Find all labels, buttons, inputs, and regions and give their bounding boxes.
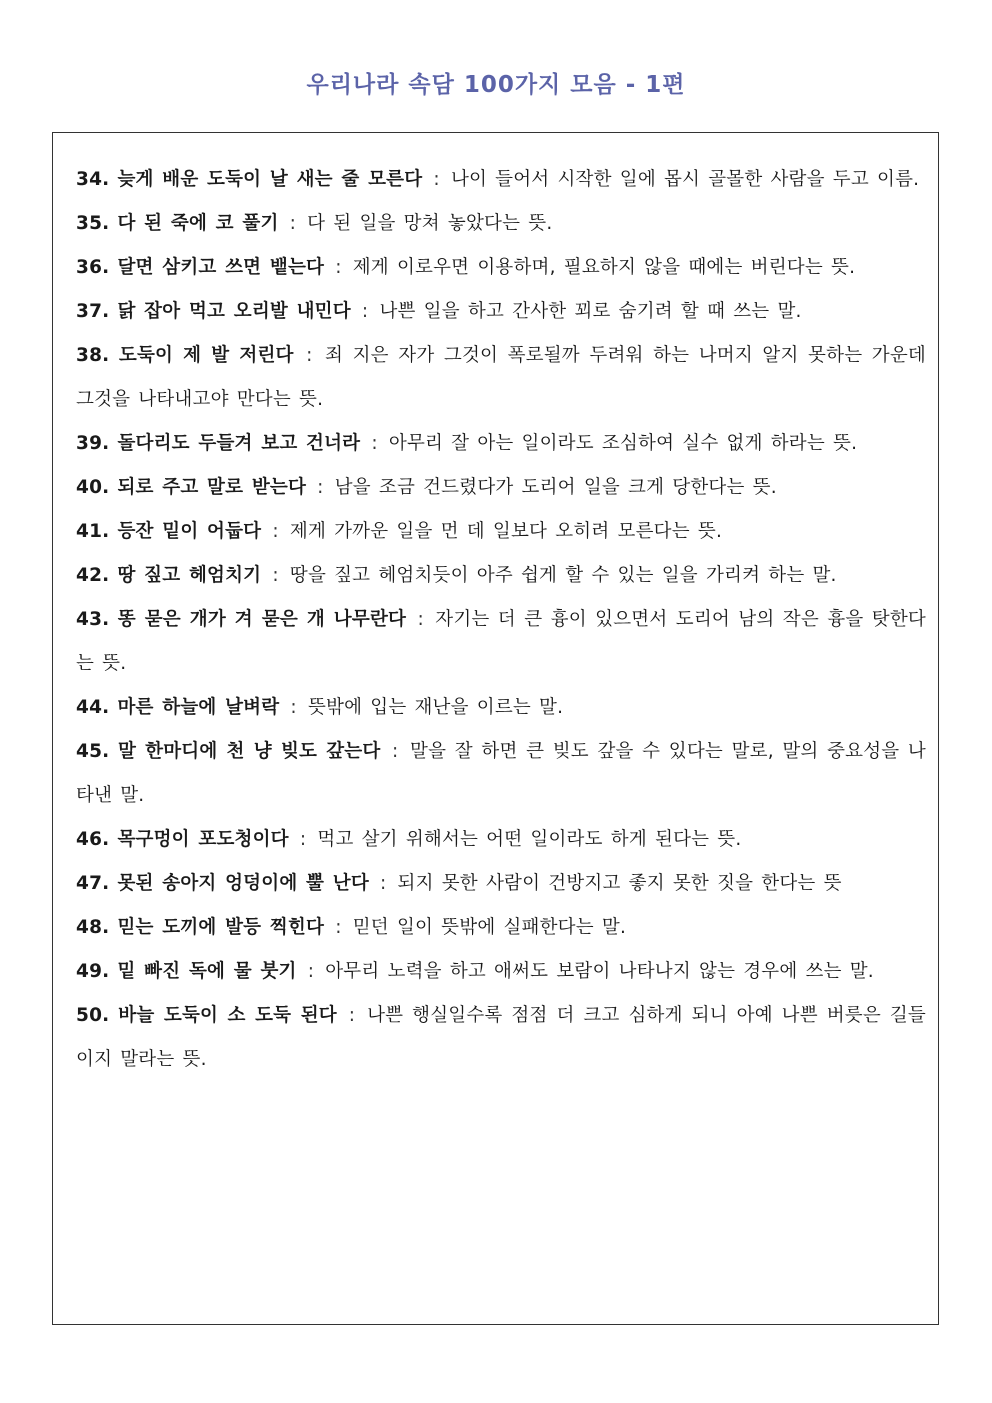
list-item: [76, 994, 926, 1082]
list-item: [76, 598, 926, 686]
proverb-number: 50.: [76, 1005, 110, 1026]
proverb-saying: 달면 삼키고 쓰면 뱉는다: [117, 257, 325, 278]
proverb-meaning: 땅을 짚고 헤엄치듯이 아주 쉽게 할 수 있는 일을 가리켜 하는 말.: [289, 565, 837, 586]
proverb-saying: 말 한마디에 천 냥 빚도 갚는다: [117, 741, 381, 762]
proverb-saying: 마른 하늘에 날벼락: [117, 697, 280, 718]
separator: :: [392, 741, 399, 762]
proverb-meaning: 믿던 일이 뜻밖에 실패한다는 말.: [352, 917, 627, 938]
proverb-number: 35.: [76, 213, 110, 234]
proverb-saying: 못된 송아지 엉덩이에 뿔 난다: [117, 873, 369, 894]
proverb-meaning: 아무리 잘 아는 일이라도 조심하여 실수 없게 하라는 뜻.: [388, 433, 858, 454]
proverb-saying: 땅 짚고 헤엄치기: [117, 565, 262, 586]
proverb-saying: 도둑이 제 발 저린다: [118, 345, 294, 366]
separator: :: [335, 257, 342, 278]
proverb-number: 48.: [76, 917, 110, 938]
proverb-meaning: 먹고 살기 위해서는 어떤 일이라도 하게 된다는 뜻.: [317, 829, 742, 850]
proverb-saying: 등잔 밑이 어둡다: [117, 521, 262, 542]
separator: :: [361, 301, 369, 322]
proverb-number: 39.: [76, 433, 110, 454]
list-item: [76, 906, 926, 950]
list-item: [76, 950, 926, 994]
proverb-saying: 믿는 도끼에 발등 찍힌다: [117, 917, 325, 938]
separator: :: [417, 609, 424, 630]
list-item: [76, 202, 926, 246]
proverb-meaning: 제게 가까운 일을 먼 데 일보다 오히려 모른다는 뜻.: [289, 521, 723, 542]
proverb-meaning: 나쁜 행실일수록 점점 더 크고 심하게 되니 아예 나쁜 버릇은 길들이지 말라는 뜻.: [76, 1005, 926, 1070]
list-item: [76, 466, 926, 510]
proverb-saying: 똥 묻은 개가 겨 묻은 개 나무란다: [117, 609, 407, 630]
proverb-saying: 늦게 배운 도둑이 날 새는 줄 모른다: [117, 169, 423, 190]
proverb-meaning: 죄 지은 자가 그것이 폭로될까 두려워 하는 나머지 알지 못하는 가운데 그것을 나타내고야 만다는 뜻.: [76, 345, 926, 410]
list-item: [76, 730, 926, 818]
separator: :: [299, 829, 307, 850]
separator: :: [289, 213, 297, 234]
proverb-meaning: 말을 잘 하면 큰 빚도 갚을 수 있다는 말로, 말의 중요성을 나타낸 말.: [76, 741, 926, 806]
proverb-number: 44.: [76, 697, 110, 718]
proverb-meaning: 나쁜 일을 하고 간사한 꾀로 숨기려 할 때 쓰는 말.: [379, 301, 802, 322]
proverb-meaning: 남을 조금 건드렸다가 도리어 일을 크게 당한다는 뜻.: [334, 477, 777, 498]
proverb-number: 45.: [76, 741, 110, 762]
proverb-meaning: 제게 이로우면 이용하며, 필요하지 않을 때에는 버린다는 뜻.: [352, 257, 856, 278]
proverb-number: 47.: [76, 873, 110, 894]
proverb-number: 42.: [76, 565, 110, 586]
proverb-number: 43.: [76, 609, 110, 630]
proverb-saying: 밑 빠진 독에 물 붓기: [117, 961, 297, 982]
proverb-number: 34.: [76, 169, 110, 190]
separator: :: [290, 697, 297, 718]
list-item: [76, 290, 926, 334]
list-item: [76, 818, 926, 862]
list-item: [76, 510, 926, 554]
proverb-number: 37.: [76, 301, 110, 322]
proverb-number: 40.: [76, 477, 110, 498]
list-item: [76, 686, 926, 730]
proverb-saying: 되로 주고 말로 받는다: [117, 477, 307, 498]
proverb-saying: 돌다리도 두들겨 보고 건너라: [117, 433, 361, 454]
list-item: [76, 246, 926, 290]
separator: :: [371, 433, 378, 454]
list-item: [76, 422, 926, 466]
separator: :: [317, 477, 324, 498]
proverb-meaning: 아무리 노력을 하고 애써도 보람이 나타나지 않는 경우에 쓰는 말.: [325, 961, 874, 982]
page-title: 우리나라 속담 100가지 모음 - 1편: [306, 72, 686, 98]
proverb-saying: 바늘 도둑이 소 도둑 된다: [118, 1005, 337, 1026]
proverb-saying: 닭 잡아 먹고 오리발 내민다: [117, 301, 351, 322]
proverb-number: 36.: [76, 257, 110, 278]
list-item: [76, 334, 926, 422]
proverb-meaning: 나이 들어서 시작한 일에 몹시 골몰한 사람을 두고 이름.: [450, 169, 920, 190]
proverb-number: 41.: [76, 521, 110, 542]
separator: :: [307, 961, 315, 982]
separator: :: [272, 565, 279, 586]
proverb-meaning: 뜻밖에 입는 재난을 이르는 말.: [307, 697, 564, 718]
list-item: [76, 158, 926, 202]
separator: :: [306, 345, 313, 366]
proverb-saying: 다 된 죽에 코 풀기: [117, 213, 279, 234]
proverb-number: 46.: [76, 829, 110, 850]
proverb-meaning: 되지 못한 사람이 건방지고 좋지 못한 짓을 한다는 뜻: [397, 873, 842, 894]
separator: :: [348, 1005, 356, 1026]
separator: :: [272, 521, 279, 542]
list-item: [76, 862, 926, 906]
proverb-number: 49.: [76, 961, 110, 982]
proverb-meaning: 자기는 더 큰 흉이 있으면서 도리어 남의 작은 흉을 탓한다는 뜻.: [76, 609, 926, 674]
proverb-meaning: 다 된 일을 망쳐 놓았다는 뜻.: [307, 213, 553, 234]
proverb-saying: 목구멍이 포도청이다: [117, 829, 289, 850]
list-item: [76, 554, 926, 598]
separator: :: [379, 873, 387, 894]
proverb-number: 38.: [76, 345, 110, 366]
separator: :: [335, 917, 342, 938]
separator: :: [433, 169, 440, 190]
proverb-list: [76, 158, 926, 1082]
